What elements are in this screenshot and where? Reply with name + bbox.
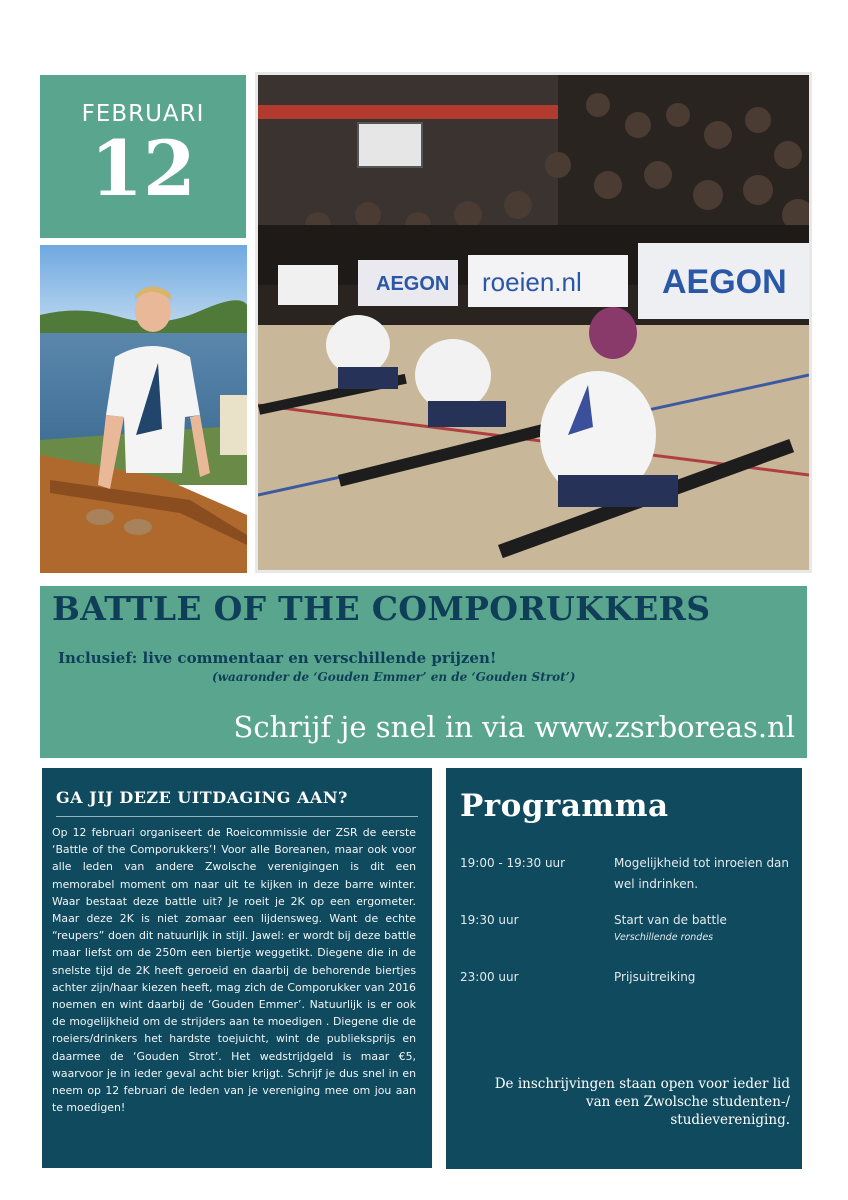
program-item: [614, 853, 794, 895]
program-panel: [446, 768, 802, 1169]
heading-divider: [56, 816, 418, 817]
program-subdesc: Verschillende rondes: [614, 932, 714, 943]
banner-text-aegon-2: AEGON: [662, 263, 787, 301]
date-day: 12: [90, 124, 196, 213]
challenge-body: Op 12 februari organiseert de Roeicommissie der ZSR de eerste ‘Battle of the Comporukkers’! Voor alle Boreanen, maar ook voor alle leden van andere Zwolsche verenigingen is dit een memorabel moment om naar uit te kijken in deze barre winter. Waar bestaat deze battle uit? Je roeit je 2K op een ergometer. Maar deze 2K is niet zomaar een lijdensweg. Want de echte “reupers” doen dit natuurlijk in stijl. Jawel: er wordt bij deze battle maar liefst om de 250m een biertje weggetikt. Diegene die in de snelste tijd de 2K heeft geroeid en daarbij de behorende biertjes achter zijn/haar kiezen heeft, mag zich de Comporukker van 2016 noemen en wint daarbij de ‘Gouden Emmer’. Natuurlijk is er ook de mogelijkheid om de strijders aan te moedigen . Diegene die de roeiers/drinkers het hardste toejuicht, wint de publieksprijs en daarmee de ‘Gouden Strot’. Het wedstrijdgeld is maar €5, waarvoor je in ieder geval acht bier krijgt. Schrijf je dus snel in en neem op 12 februari de leden van je vereniging mee om jou aan te moedigen!: [52, 826, 416, 1115]
program-time: 19:00 - 19:30 uur: [460, 856, 566, 870]
rower-photo: [40, 245, 247, 573]
signup-link[interactable]: Schrijf je snel in via www.zsrboreas.nl: [233, 710, 795, 744]
program-time: 19:30 uur: [460, 913, 519, 927]
registration-note: De inschrijvingen staan open voor ieder lid van een Zwolsche studenten-/ studievereniging.: [494, 1076, 790, 1128]
date-block: [40, 75, 246, 238]
program-heading: Programma: [460, 788, 669, 824]
banner-text-roeien: roeien.nl: [482, 267, 582, 297]
challenge-heading: GA JIJ DEZE UITDAGING AAN?: [56, 788, 348, 807]
program-desc: Prijsuitreiking: [614, 970, 696, 984]
program-item: [614, 910, 794, 945]
date-month: FEBRUARI: [81, 101, 205, 127]
title-band: [40, 586, 807, 758]
program-time: 23:00 uur: [460, 970, 519, 984]
event-title: BATTLE OF THE COMPORUKKERS: [52, 589, 711, 628]
challenge-panel: [42, 768, 432, 1168]
prize-note: (waaronder de ‘Gouden Emmer’ en de ‘Gouden Strot’): [212, 670, 576, 684]
banner-text-aegon-1: AEGON: [376, 273, 450, 295]
program-desc: Mogelijkheid tot inroeien dan wel indrinken.: [614, 856, 790, 891]
event-photo: [258, 75, 809, 570]
event-subtitle: Inclusief: live commentaar en verschillende prijzen!: [58, 649, 497, 667]
program-desc: Start van de battle: [614, 913, 727, 927]
program-item: [614, 967, 794, 988]
